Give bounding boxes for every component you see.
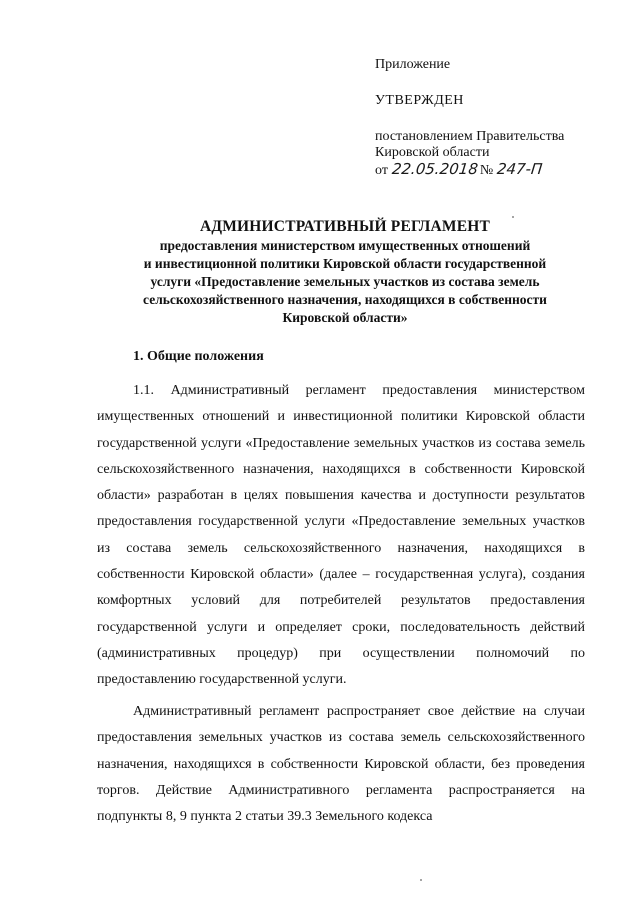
handwritten-number: 247-П — [496, 160, 544, 178]
subtitle-line: предоставления министерством имущественных отношений — [159, 238, 531, 253]
subtitle-line: услуги «Предоставление земельных участков из состава земель — [150, 274, 540, 289]
main-title: АДМИНИСТРАТИВНЫЙ РЕГЛАМЕНТ — [199, 218, 491, 235]
annex-label: Приложение — [375, 57, 451, 72]
handwritten-date: 22.05.2018 — [390, 160, 479, 178]
number-sign: № — [479, 163, 494, 178]
section-heading: 1. Общие положения — [133, 349, 264, 364]
approved-label: УТВЕРЖДЕН — [375, 93, 464, 108]
paragraph-scope: Административный регламент распространяет свое действие на случаи предоставления земельных участков из состава земель сельскохозяйственного назначения, находящихся в собственности Кировской области, без проведения торгов. Действие Административного регламента распространяется на подпункты 8, 9 пункта 2 статьи 39.3 Земельного кодекса — [97, 704, 585, 825]
subtitle-line: сельскохозяйственного назначения, находящихся в собственности — [143, 292, 547, 307]
decree-line-2: Кировской области — [375, 145, 490, 160]
scan-speck — [512, 216, 514, 218]
subtitle-line: Кировской области» — [282, 310, 408, 325]
paragraph-1-1: 1.1. Административный регламент предоставления министерством имущественных отношений и инвестиционной политики Кировской области государственной услуги «Предоставление земельных участков из состава земель сельскохозяйственного назначения, находящихся в собственности Кировской области» разработан в целях повышения качества и доступности результатов предоставления государственной услуги «Предоставление земельных участков из состава земель сельскохозяйственного назначения, находящихся в собственности Кировской области» (далее – государственная услуга), создания комфортных условий для потребителей результатов предоставления государственной услуги и определяет сроки, последовательность действий (административных процедур) при осуществлении полномочий по предоставлению государственной услуги. — [97, 383, 585, 688]
subtitle-line: и инвестиционной политики Кировской области государственной — [143, 256, 547, 271]
decree-date-line — [375, 161, 625, 179]
date-prefix: от — [375, 163, 388, 178]
approval-block — [375, 57, 625, 179]
regulation-title — [95, 217, 595, 327]
scan-speck — [420, 879, 422, 881]
decree-line-1: постановлением Правительства — [375, 129, 565, 144]
